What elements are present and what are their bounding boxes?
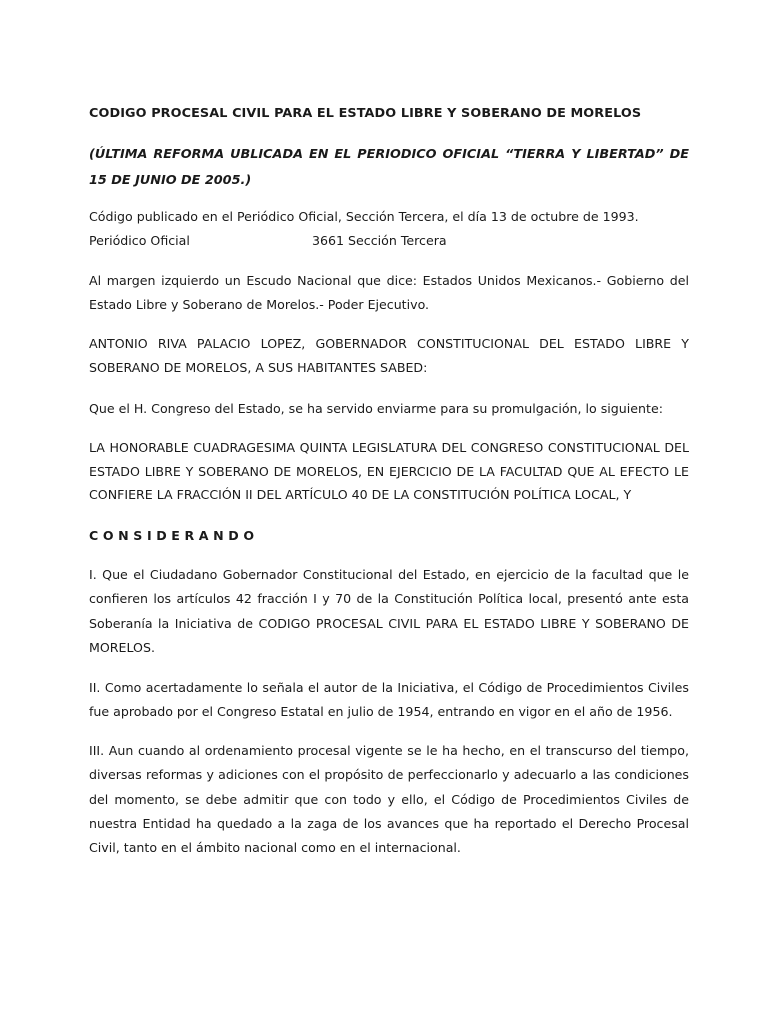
- paragraph-iii: III. Aun cuando al ordenamiento procesal vigente se le ha hecho, en el transcurso del tiempo, diversas reformas y adiciones con el propósito de perfeccionarlo y adecuarlo a las condiciones del momento, se debe admitir que con todo y ello, el Código de Procedimientos Civiles de nuestra Entidad ha quedado a la zaga de los avances que ha reportado el Derecho Procesal Civil, tanto en el ámbito nacional como en el internacional.: [89, 743, 689, 856]
- document-title: CODIGO PROCESAL CIVIL PARA EL ESTADO LIBRE Y SOBERANO DE MORELOS: [89, 106, 642, 121]
- periodico-value: 3661 Sección Tercera: [312, 233, 447, 248]
- document-subtitle: (ÚLTIMA REFORMA UBLICADA EN EL PERIODICO OFICIAL “TIERRA Y LIBERTAD” DE 15 DE JUNIO DE 2005.): [89, 147, 689, 188]
- paragraph-i: I. Que el Ciudadano Gobernador Constitucional del Estado, en ejercicio de la facultad que le confieren los artículos 42 fracción I y 70 de la Constitución Política local, presentó ante esta Soberanía la Iniciativa de CODIGO PROCESAL CIVIL PARA EL ESTADO LIBRE Y SOBERANO DE MORELOS.: [89, 567, 689, 655]
- considerando-heading: CONSIDERANDO: [89, 528, 259, 543]
- periodico-label: Periódico Oficial: [89, 233, 190, 248]
- paragraph-ii: II. Como acertadamente lo señala el autor de la Iniciativa, el Código de Procedimientos Civiles fue aprobado por el Congreso Estatal en julio de 1954, entrando en vigor en el año de 1956.: [89, 680, 689, 719]
- escudo-paragraph: Al margen izquierdo un Escudo Nacional que dice: Estados Unidos Mexicanos.- Gobierno del Estado Libre y Soberano de Morelos.- Poder Ejecutivo.: [89, 273, 689, 312]
- document-page: [89, 0, 689, 1024]
- legislature-paragraph: LA HONORABLE CUADRAGESIMA QUINTA LEGISLATURA DEL CONGRESO CONSTITUCIONAL DEL ESTADO LIBRE Y SOBERANO DE MORELOS, EN EJERCICIO DE LA FACULTAD QUE AL EFECTO LE CONFIERE LA FRACCIÓN II DEL ARTÍCULO 40 DE LA CONSTITUCIÓN POLÍTICA LOCAL, Y: [89, 440, 689, 502]
- congress-paragraph: Que el H. Congreso del Estado, se ha servido enviarme para su promulgación, lo siguiente:: [89, 401, 663, 416]
- governor-paragraph: ANTONIO RIVA PALACIO LOPEZ, GOBERNADOR CONSTITUCIONAL DEL ESTADO LIBRE Y SOBERANO DE MORELOS, A SUS HABITANTES SABED:: [89, 336, 689, 375]
- publication-info: [89, 205, 689, 253]
- periodico-row: [89, 229, 689, 253]
- publication-line: Código publicado en el Periódico Oficial, Sección Tercera, el día 13 de octubre de 1993.: [89, 209, 639, 224]
